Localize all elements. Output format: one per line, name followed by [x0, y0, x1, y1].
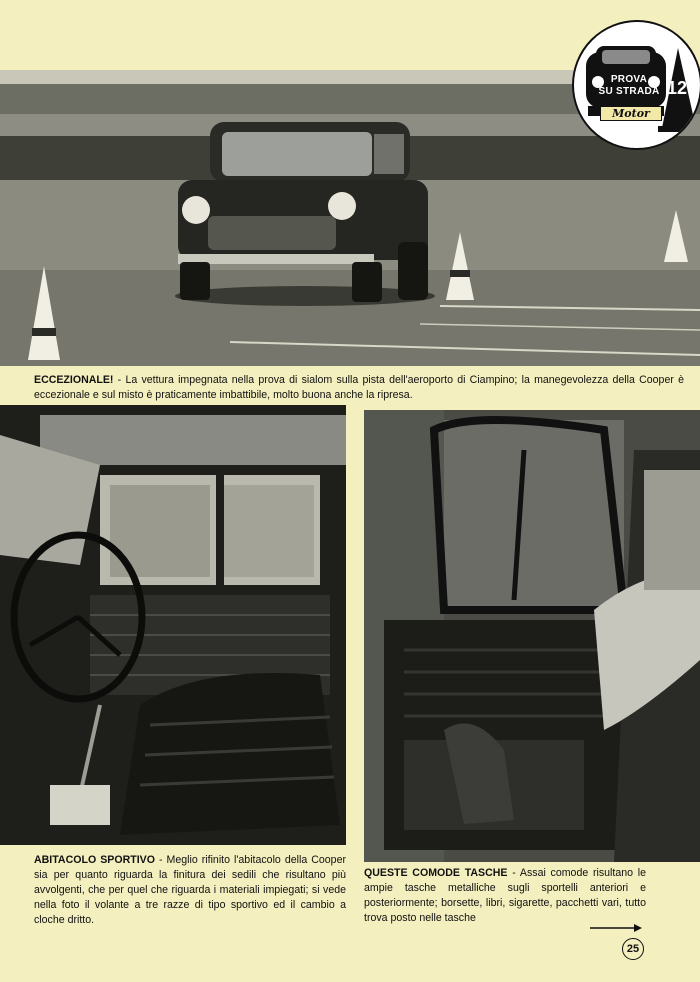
caption-pockets	[364, 866, 646, 926]
caption-heading: ABITACOLO SPORTIVO	[34, 854, 155, 866]
badge-title: PROVA	[610, 74, 648, 85]
badge-brand-logo: Motor	[600, 106, 662, 121]
caption-body: - Meglio rifinito l'abitacolo della Cooper sia per quanto riguarda la finitura dei sedili che risultano più avvolgenti, che per quel che riguarda i materiali impiegati; si vede nella foto il volante a tre razze di tipo sportivo ed il cambio a cloche dritto.	[34, 854, 346, 926]
caption-heading: ECCEZIONALE!	[34, 374, 114, 386]
photo-cabin-interior	[0, 405, 346, 845]
road-test-badge	[572, 20, 700, 150]
badge-subtitle: SU STRADA	[598, 86, 660, 97]
continue-arrow-icon	[590, 923, 642, 933]
caption-heading: QUESTE COMODE TASCHE	[364, 867, 508, 879]
caption-cabin	[34, 853, 346, 928]
caption-slalom	[34, 373, 684, 403]
badge-number: 12	[666, 78, 688, 98]
caption-body: - La vettura impegnata nella prova di sialom sulla pista dell'aeroporto di Ciampino; la manegevolezza della Cooper è eccezionale e sul misto è praticamente imbattibile, molto buona anche la ripresa.	[34, 374, 684, 401]
page-number: 25	[622, 938, 644, 960]
caption-body: - Assai comode risultano le ampie tasche metalliche sugli sportelli anteriori e posteriormente; borsette, libri, sigarette, pacchetti vari, tutto trova posto nelle tasche	[364, 867, 646, 924]
photo-door-pockets	[364, 410, 700, 862]
